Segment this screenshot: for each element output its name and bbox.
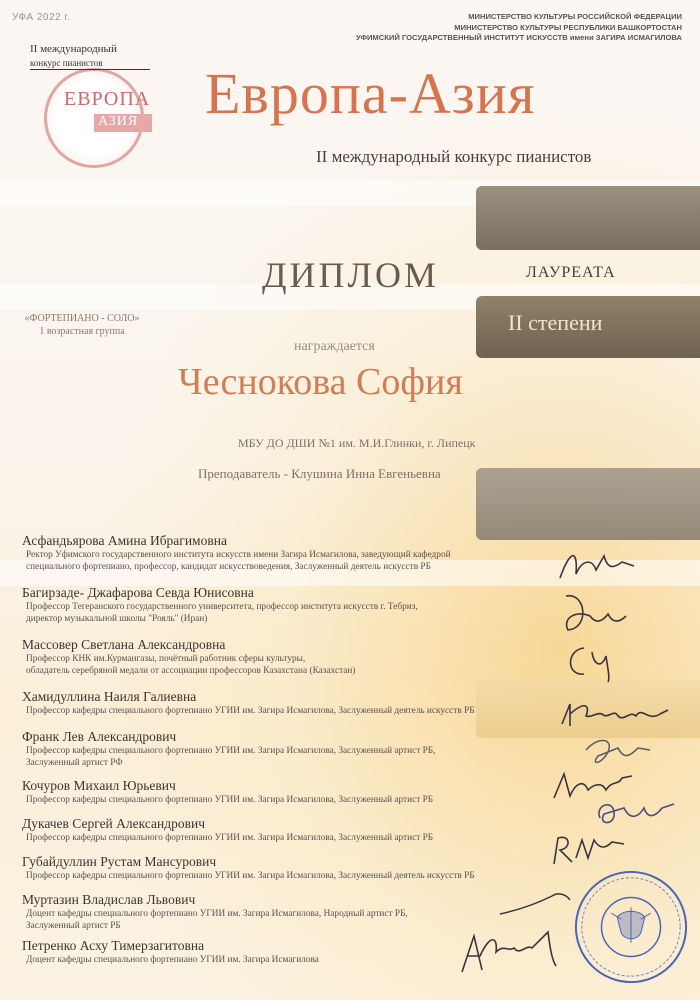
jury-name: Хамидуллина Наиля Галиевна xyxy=(22,689,197,704)
contest-logo xyxy=(30,42,160,152)
signature-icon xyxy=(456,926,566,982)
degree-label: II степени xyxy=(508,310,603,335)
jury-name: Франк Лев Александрович xyxy=(22,729,177,744)
school-name: МБУ ДО ДШИ №1 им. М.И.Глинки, г. Липецк xyxy=(238,436,476,450)
recipient-name: Чеснокова София xyxy=(178,361,463,403)
jury-desc: Доцент кафедры специального фортепиано УГИИ им. Загира Исмагилова xyxy=(26,955,319,965)
logo-word-asia: АЗИЯ xyxy=(98,114,139,129)
jury-desc: Профессор кафедры специального фортепиано УГИИ им. Загира Исмагилова, Заслуженный деятель искусств РБ xyxy=(26,706,475,716)
jury-name: Губайдуллин Рустам Мансурович xyxy=(22,854,217,869)
contest-title: Европа-Азия xyxy=(205,61,536,126)
jury-member xyxy=(22,533,582,573)
ministry-block xyxy=(356,12,682,44)
jury-desc: Профессор КНК им.Курмангазы, почётный работник сферы культуры, xyxy=(26,654,306,664)
jury-desc: Доцент кафедры специального фортепиано УГИИ им. Загира Исмагилова, Народный артист РБ, xyxy=(26,909,408,919)
signature-icon xyxy=(552,540,642,590)
ministry-line: МИНИСТЕРСТВО КУЛЬТУРЫ РОССИЙСКОЙ ФЕДЕРАЦИИ xyxy=(468,12,682,21)
laureate-label: ЛАУРЕАТА xyxy=(526,264,616,281)
jury-name: Муртазин Владислав Львович xyxy=(22,892,196,907)
jury-desc: директор музыкальной школы "Рояль" (Иран) xyxy=(26,614,208,624)
logo-divider xyxy=(30,69,150,70)
jury-member xyxy=(22,778,582,806)
decor-bar xyxy=(476,468,700,540)
jury-member xyxy=(22,816,582,844)
signature-icon xyxy=(496,884,576,924)
jury-member xyxy=(22,854,582,882)
jury-desc: Профессор кафедры специального фортепиано УГИИ им. Загира Исмагилова, Заслуженный артист РБ, xyxy=(26,746,436,756)
jury-name: Багирзаде- Джафарова Севда Юнисовна xyxy=(22,585,254,600)
nomination-line: 1 возрастная группа xyxy=(39,326,125,337)
jury-member xyxy=(22,585,582,625)
contest-subtitle: II международный конкурс пианистов xyxy=(316,147,592,166)
jury-member xyxy=(22,729,582,769)
jury-name: Дукачев Сергей Александрович xyxy=(22,816,205,831)
jury-desc: Профессор кафедры специального фортепиано УГИИ им. Загира Исмагилова, Заслуженный артист РБ xyxy=(26,833,434,843)
jury-name: Массовер Светлана Александровна xyxy=(22,637,226,652)
jury-name: Петренко Асху Тимерзагитовна xyxy=(22,938,205,953)
jury-name: Кочуров Михаил Юрьевич xyxy=(22,778,176,793)
official-seal-icon xyxy=(572,868,690,986)
jury-desc: Ректор Уфимского государственного института искусств имени Загира Исмагилова, заведующий кафедрой xyxy=(26,550,451,560)
logo-word-europe: ЕВРОПА xyxy=(64,88,151,110)
signature-icon xyxy=(546,828,636,872)
signature-icon xyxy=(556,588,636,638)
jury-desc: Заслуженный артист РФ xyxy=(26,758,123,768)
awarded-label: награждается xyxy=(294,339,375,354)
jury-desc: обладатель серебряной медали от ассоциации профессоров Казахстана (Казахстан) xyxy=(26,666,356,676)
nomination-line: «ФОРТЕПИАНО - СОЛО» xyxy=(24,313,140,324)
signature-icon xyxy=(560,640,630,686)
diploma-heading: ДИПЛОМ xyxy=(262,255,439,295)
teacher-name: Преподаватель - Клушина Инна Евгеньевна xyxy=(198,466,441,481)
jury-member xyxy=(22,637,582,677)
city-year: УФА 2022 г. xyxy=(12,12,71,23)
ministry-line: УФИМСКИЙ ГОСУДАРСТВЕННЫЙ ИНСТИТУТ ИСКУССТВ имени ЗАГИРА ИСМАГИЛОВА xyxy=(356,33,682,42)
decor-bar xyxy=(476,186,700,250)
logo-line1: II международный xyxy=(30,43,117,55)
ministry-line: МИНИСТЕРСТВО КУЛЬТУРЫ РЕСПУБЛИКИ БАШКОРТОСТАН xyxy=(454,22,682,32)
jury-desc: Профессор кафедры специального фортепиано УГИИ им. Загира Исмагилова, Заслуженный деятель искусств РБ xyxy=(26,871,475,881)
jury-desc: Профессор Тегеранского государственного университета, профессор института искусств г. Тебриз, xyxy=(26,602,418,612)
jury-name: Асфандьярова Амина Ибрагимовна xyxy=(22,533,227,548)
logo-line2: конкурс пианистов xyxy=(30,58,103,68)
nomination xyxy=(12,312,152,338)
jury-desc: Заслуженный артист РБ xyxy=(26,921,121,931)
jury-desc: специального фортепиано, профессор, кандидат искусствоведения, Заслуженный деятель искусств РБ xyxy=(26,562,431,572)
jury-desc: Профессор кафедры специального фортепиано УГИИ им. Загира Исмагилова, Заслуженный артист РБ xyxy=(26,795,434,805)
jury-member xyxy=(22,689,582,717)
